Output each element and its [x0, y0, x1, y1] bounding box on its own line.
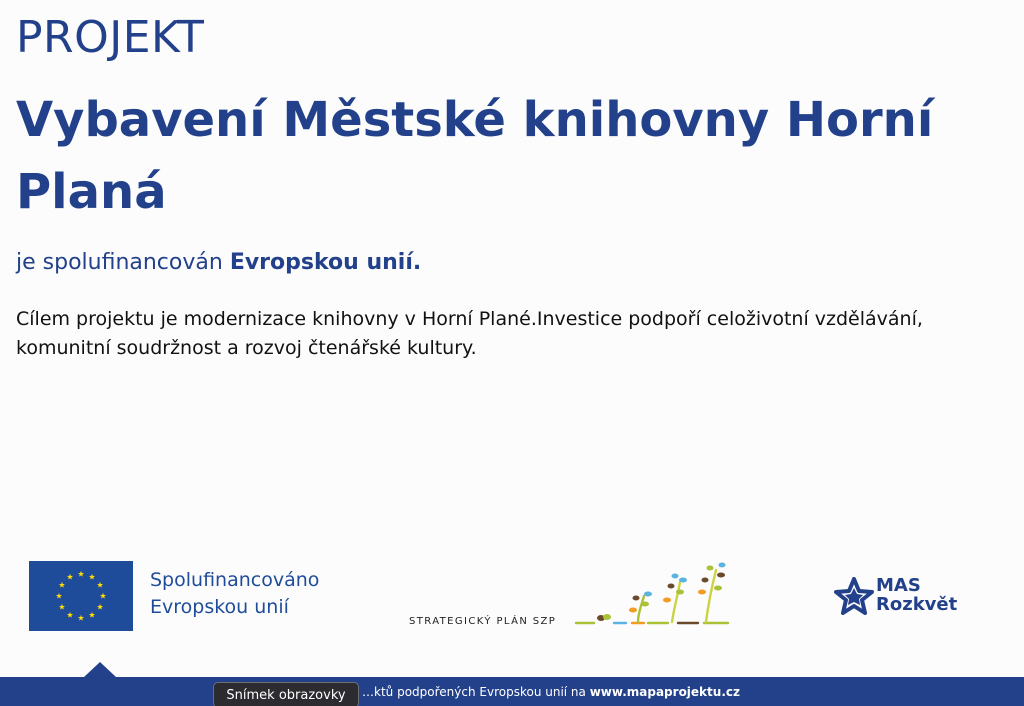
screenshot-tooltip: Snímek obrazovky [213, 682, 359, 706]
financing-emphasis: Evropskou unií. [229, 250, 422, 275]
footer-text-prefix: …ktů podpořených Evropskou unií na [362, 685, 586, 699]
financing-prefix: je spolufinancován [16, 250, 223, 275]
footer-text [362, 685, 740, 699]
financing-statement [16, 250, 421, 275]
project-label: PROJEKT [16, 12, 205, 63]
footer-url-link[interactable]: www.mapaprojektu.cz [589, 685, 740, 699]
eu-flag-logo [29, 561, 133, 631]
project-title: Vybavení Městské knihovny Horní Planá [16, 92, 934, 220]
eu-cofinanced-text [150, 567, 319, 621]
project-description: Cílem projektu je modernizace knihovny v Horní Plané.Investice podpoří celoživotní vzdělávání, komunitní soudržnost a rozvoj čtenářské kultury. [16, 308, 923, 359]
mas-text-line1: MAS [876, 575, 921, 596]
footer-notch [84, 662, 116, 677]
mas-rozkvet-icon [834, 577, 874, 615]
mas-rozkvet-text [876, 576, 957, 614]
szp-plants-logo [572, 560, 744, 630]
szp-label: STRATEGICKÝ PLÁN SZP [409, 616, 557, 627]
eu-text-line2: Evropskou unií [150, 596, 289, 618]
eu-text-line1: Spolufinancováno [150, 569, 320, 591]
mas-text-line2: Rozkvět [876, 594, 958, 615]
